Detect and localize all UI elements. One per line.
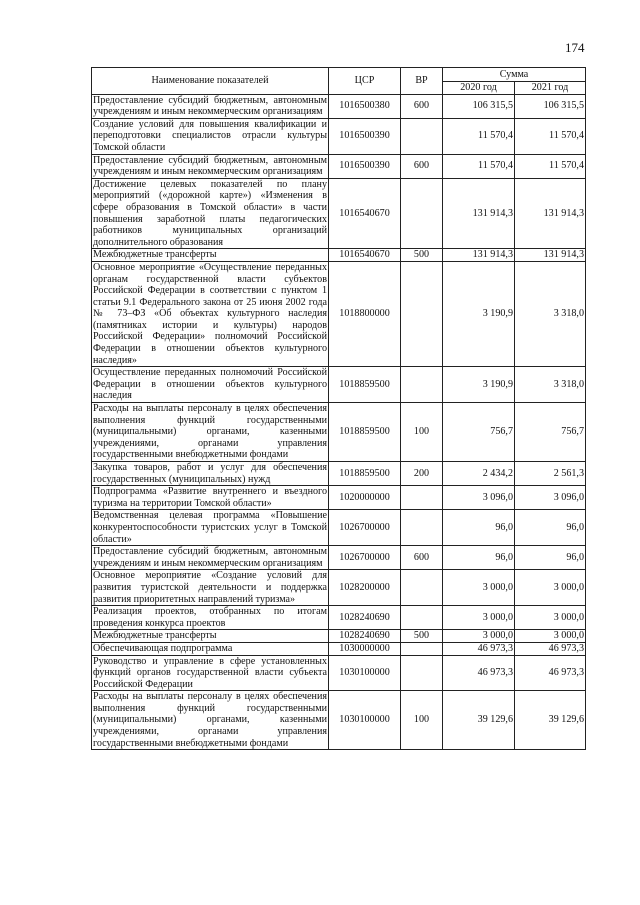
row-sum-2020: 3 000,0 [443,630,515,643]
table-row [92,630,586,643]
row-vr [401,178,443,249]
row-sum-2020: 3 190,9 [443,261,515,366]
row-name: Межбюджетные трансферты [92,630,329,643]
table-row [92,94,586,118]
row-vr [401,367,443,403]
row-vr: 600 [401,94,443,118]
row-name: Расходы на выплаты персоналу в целях обеспечения выполнения функций государственными (муниципальными) органами, казенными учреждениями, органами управления государственными внебюджетными фондами [93,691,327,749]
row-vr: 100 [401,691,443,750]
row-name: Межбюджетные трансферты [92,249,329,262]
row-csr: 1016500390 [329,118,401,154]
row-csr: 1016540670 [329,178,401,249]
row-csr: 1016500380 [329,94,401,118]
row-csr: 1016540670 [329,249,401,262]
table-row [92,510,586,546]
row-vr: 200 [401,462,443,486]
row-sum-2020: 96,0 [443,546,515,570]
row-vr [401,118,443,154]
row-vr: 600 [401,546,443,570]
row-vr [401,642,443,655]
row-sum-2020: 3 190,9 [443,367,515,403]
row-sum-2021: 96,0 [515,510,586,546]
row-sum-2021: 3 096,0 [515,486,586,510]
row-name: Ведомственная целевая программа «Повышение конкурентоспособности туристских услуг в Томской области» [93,510,327,545]
row-sum-2020: 131 914,3 [443,178,515,249]
row-name: Предоставление субсидий бюджетным, автономным учреждениям и иным некоммерческим организациям [93,546,327,569]
row-csr: 1018859500 [329,462,401,486]
row-sum-2021: 3 318,0 [515,261,586,366]
row-csr: 1028240690 [329,606,401,630]
row-csr: 1026700000 [329,510,401,546]
row-sum-2020: 3 000,0 [443,606,515,630]
row-sum-2021: 46 973,3 [515,642,586,655]
row-csr: 1018800000 [329,261,401,366]
row-vr [401,261,443,366]
row-vr [401,510,443,546]
row-sum-2021: 3 000,0 [515,606,586,630]
row-sum-2021: 756,7 [515,403,586,462]
row-sum-2021: 96,0 [515,546,586,570]
row-sum-2020: 11 570,4 [443,154,515,178]
row-name: Создание условий для повышения квалификации и переподготовки специалистов отрасли культуры Томской области [93,118,327,153]
row-sum-2020: 11 570,4 [443,118,515,154]
row-csr: 1028200000 [329,570,401,606]
row-vr: 600 [401,154,443,178]
table-row [92,154,586,178]
row-name: Расходы на выплаты персоналу в целях обеспечения выполнения функций государственными (муниципальными) органами, казенными учреждениями, органами управления государственными внебюджетными фондами [93,403,327,461]
table-row [92,691,586,750]
row-name: Основное мероприятие «Осуществление переданных органам государственной власти субъектов Российской Федерации в соответствии с пунктом 1 статьи 9.1 Федерального закона от 25 июня 2002 года № 73–ФЗ «Об объектах культурного наследия (памятниках истории и культуры) народов Российской Федерации» полномочий Российской Федерации в отношении объектов культурного наследия» [93,261,327,366]
row-vr [401,486,443,510]
table-row [92,570,586,606]
row-csr: 1018859500 [329,367,401,403]
row-sum-2020: 46 973,3 [443,655,515,691]
row-name: Руководство и управление в сфере установленных функций органов государственной власти субъекта Российской Федерации [93,655,327,690]
row-sum-2020: 2 434,2 [443,462,515,486]
row-vr: 500 [401,630,443,643]
row-sum-2020: 106 315,5 [443,94,515,118]
table-row [92,462,586,486]
row-csr: 1026700000 [329,546,401,570]
row-sum-2021: 131 914,3 [515,249,586,262]
row-name: Достижение целевых показателей по плану мероприятий («дорожной карте») «Изменения в сфере образования в Томской области» в части повышения заработной платы педагогических работников муниципальных организаций дополнительного образования [93,178,327,248]
row-sum-2020: 39 129,6 [443,691,515,750]
table-row [92,606,586,630]
row-sum-2021: 11 570,4 [515,118,586,154]
row-sum-2021: 3 318,0 [515,367,586,403]
table-row [92,118,586,154]
row-name: Обеспечивающая подпрограмма [92,642,329,655]
row-sum-2020: 756,7 [443,403,515,462]
row-csr: 1030100000 [329,691,401,750]
row-vr [401,606,443,630]
row-sum-2020: 3 096,0 [443,486,515,510]
table-row [92,178,586,249]
page-number: 174 [565,40,585,55]
table-row [92,403,586,462]
table-row [92,655,586,691]
header-vr: ВР [401,68,443,95]
row-name: Основное мероприятие «Создание условий для развития туристской деятельности и поддержка развития приоритетных направлений туризма» [93,570,327,605]
row-csr: 1030000000 [329,642,401,655]
header-sum: Сумма [443,68,586,82]
row-vr [401,570,443,606]
row-name: Реализация проектов, отобранных по итогам проведения конкурса проектов [93,606,327,629]
header-csr: ЦСР [329,68,401,95]
row-name: Закупка товаров, работ и услуг для обеспечения государственных (муниципальных) нужд [93,462,327,485]
row-sum-2021: 3 000,0 [515,630,586,643]
header-2020: 2020 год [443,82,515,95]
row-vr: 500 [401,249,443,262]
table-row [92,486,586,510]
row-vr: 100 [401,403,443,462]
row-sum-2021: 2 561,3 [515,462,586,486]
budget-table [91,67,586,750]
row-sum-2021: 106 315,5 [515,94,586,118]
row-name: Осуществление переданных полномочий Российской Федерации в отношении объектов культурного наследия [93,367,327,402]
row-csr: 1016500390 [329,154,401,178]
row-csr: 1028240690 [329,630,401,643]
table-row [92,367,586,403]
table-row [92,249,586,262]
row-sum-2021: 131 914,3 [515,178,586,249]
row-sum-2020: 3 000,0 [443,570,515,606]
row-name: Предоставление субсидий бюджетным, автономным учреждениям и иным некоммерческим организациям [93,94,327,118]
row-sum-2021: 39 129,6 [515,691,586,750]
table-row [92,642,586,655]
row-sum-2020: 46 973,3 [443,642,515,655]
row-name: Предоставление субсидий бюджетным, автономным учреждениям и иным некоммерческим организациям [93,154,327,178]
row-sum-2020: 131 914,3 [443,249,515,262]
row-csr: 1018859500 [329,403,401,462]
header-2021: 2021 год [515,82,586,95]
row-csr: 1020000000 [329,486,401,510]
row-sum-2021: 46 973,3 [515,655,586,691]
row-sum-2020: 96,0 [443,510,515,546]
row-sum-2021: 11 570,4 [515,154,586,178]
row-name: Подпрограмма «Развитие внутреннего и въездного туризма на территории Томской области» [93,486,327,509]
table-row [92,546,586,570]
row-sum-2021: 3 000,0 [515,570,586,606]
row-csr: 1030100000 [329,655,401,691]
row-vr [401,655,443,691]
table-row [92,261,586,366]
header-name: Наименование показателей [92,68,329,95]
